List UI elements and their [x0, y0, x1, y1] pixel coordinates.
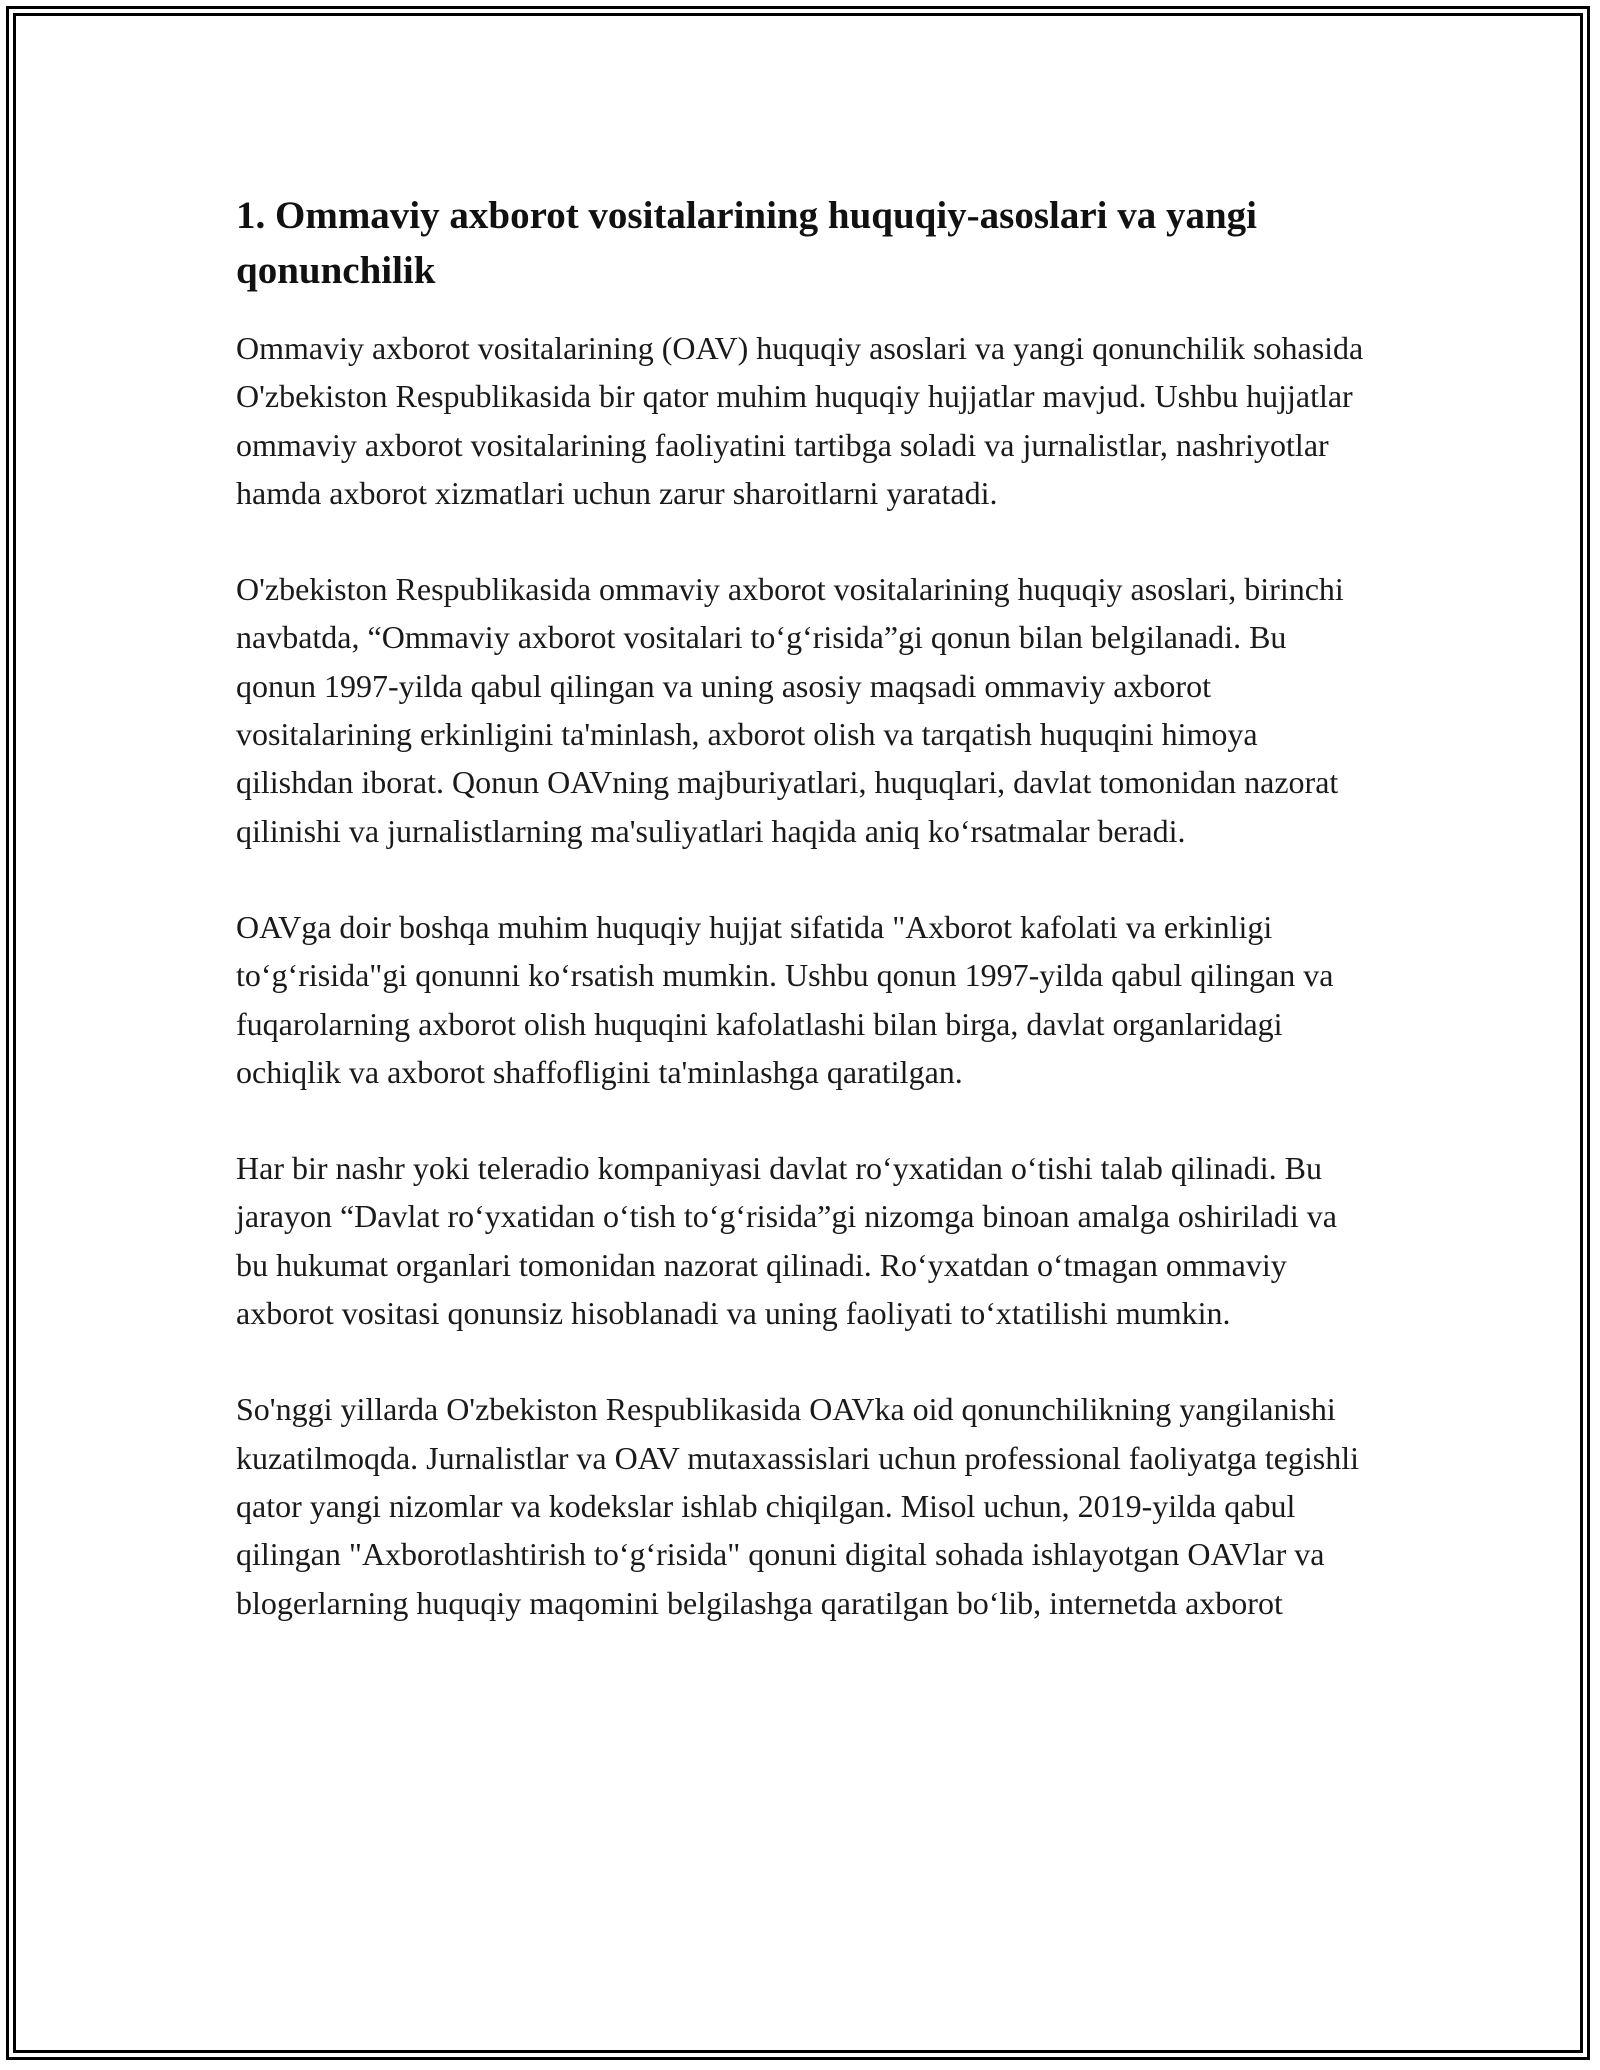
document-body — [236, 188, 1366, 1675]
paragraph-2: O'zbekiston Respublikasida ommaviy axborot vositalarining huquqiy asoslari, birinchi navbatda, “Ommaviy axborot vositalari to‘g‘risida”gi qonun bilan belgilanadi. Bu qonun 1997-yilda qabul qilingan va uning asosiy maqsadi ommaviy axborot vositalarining erkinligini ta'minlash, axborot olish va tarqatish huquqini himoya qilishdan iborat. Qonun OAVning majburiyatlari, huquqlari, davlat tomonidan nazorat qilinishi va jurnalistlarning ma'suliyatlari haqida aniq ko‘rsatmalar beradi. — [236, 571, 1344, 849]
paragraph-1: Ommaviy axborot vositalarining (OAV) huquqiy asoslari va yangi qonunchilik sohasida O'zbekiston Respublikasida bir qator muhim huquqiy hujjatlar mavjud. Ushbu hujjatlar ommaviy axborot vositalarining faoliyatini tartibga soladi va jurnalistlar, nashriyotlar hamda axborot xizmatlari uchun zarur sharoitlarni yaratadi. — [236, 330, 1364, 511]
paragraph-4: Har bir nashr yoki teleradio kompaniyasi davlat ro‘yxatidan o‘tishi talab qilinadi. Bu jarayon “Davlat ro‘yxatidan o‘tish to‘g‘risida”gi nizomga binoan amalga oshiriladi va bu hukumat organlari tomonidan nazorat qilinadi. Ro‘yxatdan o‘tmagan ommaviy axborot vositasi qonunsiz hisoblanadi va uning faoliyati to‘xtatilishi mumkin. — [236, 1150, 1337, 1332]
paragraph-5: So'nggi yillarda O'zbekiston Respublikasida OAVka oid qonunchilikning yangilanishi kuzatilmoqda. Jurnalistlar va OAV mutaxassislari uchun professional faoliyatga tegishli qator yangi nizomlar va kodekslar ishlab chiqilgan. Misol uchun, 2019-yilda qabul qilingan "Axborotlashtirish to‘g‘risida" qonuni digital sohada ishlayotgan OAVlar va blogerlarning huquqiy maqomini belgilashga qaratilgan bo‘lib, internetda axborot — [236, 1391, 1360, 1621]
section-heading: 1. Ommaviy axborot vositalarining huquqiy-asoslari va yangi qonunchilik — [236, 194, 1258, 292]
paragraph-3: OAVga doir boshqa muhim huquqiy hujjat sifatida "Axborot kafolati va erkinligi to‘g‘risida"gi qonunni ko‘rsatish mumkin. Ushbu qonun 1997-yilda qabul qilingan va fuqarolarning axborot olish huquqini kafolatlashi bilan birga, davlat organlaridagi ochiqlik va axborot shaffofligini ta'minlashga qaratilgan. — [236, 908, 1334, 1090]
